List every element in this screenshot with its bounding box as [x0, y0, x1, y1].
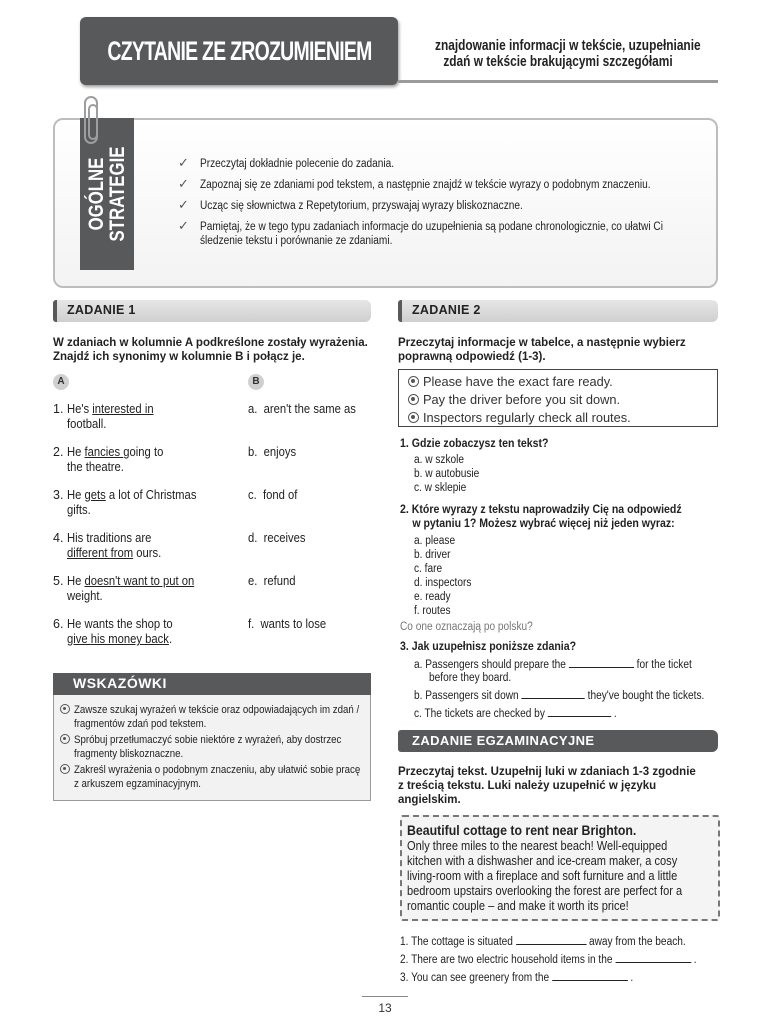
fill-sentence-a: a. Passengers should prepare the for the ticket	[414, 659, 692, 671]
strategy-item: ✓ Ucząc się słownictwa z Repetytorium, przyswajaj wyrazy bliskoznaczne.	[178, 197, 523, 212]
fill-sentence-c: c. The tickets are checked by .	[414, 708, 617, 720]
strategies-list	[178, 157, 678, 255]
column-a-item	[53, 617, 233, 649]
blank-field[interactable]	[569, 657, 634, 668]
question-3: 3. Jak uzupełnisz poniższe zdania?	[400, 639, 577, 653]
item-number: 4.	[53, 531, 64, 545]
checkmark-icon: ✓	[178, 155, 189, 170]
column-b-item: c. fond of	[248, 488, 298, 502]
column-a-item	[53, 402, 233, 434]
header-underline	[398, 80, 718, 83]
tip-item: Zakreśl wyrażenia o podobnym znaczeniu, aby ułatwić sobie pracę z arkuszem egzaminacyjnym.	[60, 763, 366, 791]
fill-sentence-a-cont: before they board.	[429, 672, 512, 684]
tip-item: Zawsze szukaj wyrażeń w tekście oraz odpowiadających im zdań / fragmentów zdań pod tekstem.	[60, 703, 366, 731]
item-text: He's interested in football.	[67, 402, 154, 431]
blank-field[interactable]	[516, 934, 586, 945]
strategy-item: ✓ Zapoznaj się ze zdaniami pod tekstem, a następnie znajdź w tekście wyrazy o podobnym znaczeniu.	[178, 176, 651, 191]
item-text: He gets a lot of Christmas gifts.	[67, 488, 197, 517]
strategy-item: ✓ Przeczytaj dokładnie polecenie do zadania.	[178, 155, 395, 170]
subtitle-line-2: zdań w tekście brakującymi szczegółami	[443, 54, 673, 70]
bullet-icon	[60, 704, 70, 714]
exam-sentence-2: 2. There are two electric household items in the .	[400, 954, 697, 966]
blank-field[interactable]	[615, 952, 691, 963]
info-line: Pay the driver before you sit down.	[408, 392, 620, 407]
page-number-rule	[362, 996, 408, 997]
exam-sentence-3: 3. You can see greenery from the .	[400, 972, 634, 984]
fill-sentence-b: b. Passengers sit down they've bought the tickets.	[414, 690, 705, 702]
info-line: Inspectors regularly check all routes.	[408, 410, 631, 425]
exam-header: ZADANIE EGZAMINACYJNE	[398, 730, 718, 752]
column-b-item: d. receives	[248, 531, 306, 545]
question-2: 2. Które wyrazy z tekstu naprowadziły Cię na odpowiedź w pytaniu 1? Możesz wybrać więcej niż jeden wyraz:	[400, 502, 682, 530]
bullet-icon	[408, 376, 419, 387]
item-number: 6.	[53, 617, 64, 631]
item-number: 3.	[53, 488, 64, 502]
item-number: 5.	[53, 574, 64, 588]
bullet-icon	[60, 764, 70, 774]
column-a-item	[53, 531, 233, 563]
option: e. ready	[414, 591, 451, 603]
page-title: CZYTANIE ZE ZROZUMIENIEM	[106, 35, 372, 66]
column-b-item: f. wants to lose	[248, 617, 327, 631]
option: d. inspectors	[414, 577, 472, 589]
option: a. please	[414, 535, 456, 547]
checkmark-icon: ✓	[178, 176, 189, 191]
column-a-item	[53, 574, 233, 606]
hint-text: Co one oznaczają po polsku?	[400, 621, 533, 633]
tips-list	[60, 703, 366, 793]
strategy-item: ✓ Pamiętaj, że w tego typu zadaniach informacje do uzupełnienia są podane chronologicznie, co ułatwi Ci śledzenie tekstu i porównanie ze zdaniami.	[178, 218, 663, 247]
column-b-item: a. aren't the same as	[248, 402, 356, 416]
item-text: His traditions are different from ours.	[67, 531, 162, 560]
bullet-icon	[60, 734, 70, 744]
option: c. fare	[414, 563, 443, 575]
page-number: 13	[378, 1001, 392, 1015]
option: b. w autobusie	[414, 468, 480, 480]
task2-instruction: Przeczytaj informacje w tabelce, a następnie wybierz poprawną odpowiedź (1-3).	[398, 337, 686, 363]
column-b-item: e. refund	[248, 574, 296, 588]
column-a-item	[53, 488, 233, 520]
tip-item: Spróbuj przetłumaczyć sobie niektóre z wyrażeń, aby dostrzec fragmenty bliskoznaczne.	[60, 733, 366, 761]
item-number: 2.	[53, 445, 64, 459]
strategies-tab-label: OGÓLNE STRATEGIE	[85, 146, 129, 242]
bullet-icon	[408, 394, 419, 405]
column-a-item	[53, 445, 233, 477]
checkmark-icon: ✓	[178, 197, 189, 212]
item-text: He wants the shop to give his money back.	[67, 617, 173, 646]
item-text: He doesn't want to put on weight.	[67, 574, 195, 603]
tips-header: WSKAZÓWKI	[53, 673, 371, 695]
item-number: 1.	[53, 402, 64, 416]
task1-instruction: W zdaniach w kolumnie A podkreślone zostały wyrażenia. Znajdź ich synonimy w kolumnie B i połącz je.	[53, 337, 368, 363]
exam-instruction: Przeczytaj tekst. Uzupełnij luki w zdaniach 1-3 zgodnie z treścią tekstu. Luki należy uzupełnić w języku angielskim.	[398, 766, 696, 806]
blank-field[interactable]	[552, 970, 628, 981]
option: b. driver	[414, 549, 451, 561]
item-text: He fancies going to the theatre.	[67, 445, 164, 474]
column-b-item: b. enjoys	[248, 445, 297, 459]
task1-header: ZADANIE 1	[53, 300, 371, 322]
option: c. w sklepie	[414, 482, 467, 494]
page-subtitle	[408, 38, 708, 70]
bullet-icon	[408, 412, 419, 423]
option: f. routes	[414, 605, 451, 617]
blank-field[interactable]	[521, 688, 584, 699]
task2-header: ZADANIE 2	[398, 300, 718, 322]
question-1: 1. Gdzie zobaczysz ten tekst?	[400, 436, 549, 450]
column-a-marker: A	[53, 374, 69, 390]
info-line: Please have the exact fare ready.	[408, 374, 613, 389]
column-b-marker: B	[248, 374, 264, 390]
subtitle-line-1: znajdowanie informacji w tekście, uzupełnianie	[435, 38, 701, 54]
checkmark-icon: ✓	[178, 218, 189, 233]
paperclip-icon	[84, 96, 98, 144]
advert-title: Beautiful cottage to rent near Brighton.	[407, 822, 637, 838]
exam-sentence-1: 1. The cottage is situated away from the beach.	[400, 936, 686, 948]
advert-body: Only three miles to the nearest beach! Well-equipped kitchen with a dishwasher and ice-cream maker, a cosy living-room with a fireplace and soft furniture and a little bedroom upstairs overlooking the forest are perfect for a romantic couple – and make it worth its price!	[407, 838, 683, 913]
blank-field[interactable]	[548, 706, 611, 717]
option: a. w szkole	[414, 454, 465, 466]
